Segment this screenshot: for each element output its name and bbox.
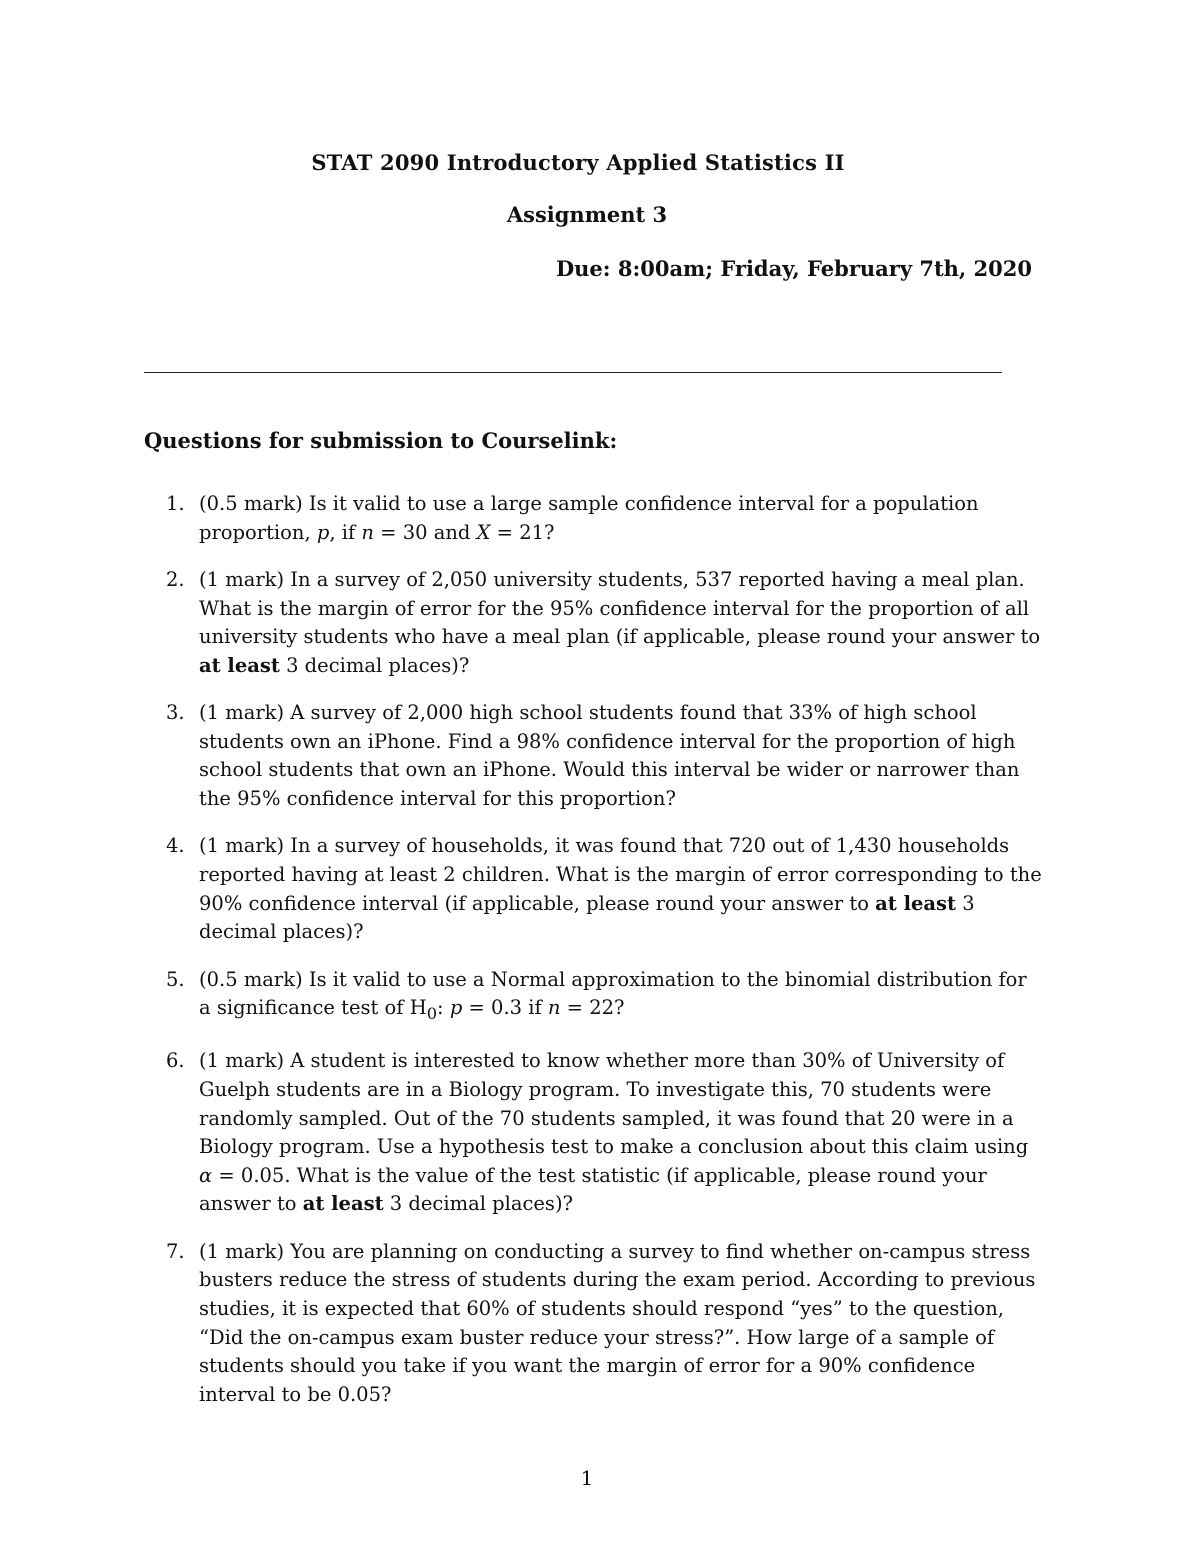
- question-number: 2.: [166, 567, 185, 591]
- math-symbol: n: [361, 520, 374, 544]
- text-run: = 0.05. What is the value of the test statistic (if applicable, please round your answer to: [199, 1163, 987, 1216]
- due-date: Due: 8:00am; Friday, February 7th, 2020: [555, 256, 1032, 281]
- text-run: (1 mark) You are planning on conducting a survey to find whether on-campus stress busters reduce the stress of students during the exam period. According to previous studies, it is expected that 60% of students should respond “yes” to the question, “Did the on-campus exam buster reduce your stress?”. How large of a sample of students should you take if you want the margin of error for a 90% confidence interval to be 0.05?: [199, 1239, 1036, 1406]
- text-run: , if: [329, 520, 362, 544]
- question-item: [144, 832, 1044, 946]
- math-symbol: n: [547, 996, 561, 1020]
- question-text: [199, 967, 1027, 1023]
- page-number: 1: [580, 1466, 594, 1490]
- text-run: = 30 and: [373, 520, 477, 544]
- assignment-title: Assignment 3: [506, 202, 668, 227]
- emphasis-text: at least: [199, 653, 280, 677]
- text-run: 3 decimal places)?: [383, 1192, 574, 1216]
- emphasis-text: at least: [302, 1192, 384, 1216]
- question-item: [144, 490, 1044, 547]
- course-title: STAT 2090 Introductory Applied Statistics II: [311, 150, 845, 175]
- question-number: 1.: [166, 492, 185, 515]
- text-run: :: [437, 996, 450, 1020]
- text-run: (1 mark) In a survey of 2,050 university students, 537 reported having a meal plan. What is the margin of error for the 95% confidence interval for the proportion of all university students who have a meal plan (if applicable, please round your answer to: [199, 567, 1041, 649]
- emphasis-text: at least: [875, 891, 957, 915]
- question-text: [199, 568, 1040, 677]
- question-number: 7.: [166, 1239, 185, 1263]
- math-symbol: X: [476, 520, 491, 544]
- horizontal-rule: [144, 372, 1002, 373]
- question-number: 3.: [166, 701, 185, 725]
- math-symbol: α: [199, 1163, 213, 1187]
- text-run: = 0.3 if: [462, 996, 548, 1020]
- question-number: 5.: [166, 967, 185, 991]
- question-number: 6.: [166, 1049, 185, 1073]
- math-symbol: p: [449, 996, 463, 1020]
- text-run: 3 decimal places)?: [279, 653, 470, 677]
- question-text: [199, 701, 1019, 810]
- question-list: [144, 490, 1044, 1428]
- text-run: (1 mark) In a survey of households, it was found that 720 out of 1,430 households reported having at least 2 children. What is the margin of error corresponding to the 90% confidence interval (if applicable, please round your answer to: [199, 834, 1042, 915]
- question-item: [144, 966, 1044, 1029]
- section-heading: Questions for submission to Courselink:: [144, 428, 618, 453]
- text-run: = 22?: [560, 996, 625, 1020]
- text-run: (1 mark) A student is interested to know whether more than 30% of University of Guelph students are in a Biology program. To investigate this, 70 students were randomly sampled. Out of the 70 students sampled, it was found that 20 were in a Biology program. Use a hypothesis test to make a conclusion about this claim using: [199, 1049, 1029, 1159]
- question-text: [199, 1240, 1035, 1406]
- question-item: [144, 1238, 1044, 1410]
- text-run: = 21?: [490, 520, 555, 544]
- question-number: 4.: [166, 834, 185, 858]
- text-run: 3 decimal places)?: [199, 891, 975, 944]
- question-text: [199, 492, 979, 544]
- text-run: (1 mark) A survey of 2,000 high school students found that 33% of high school students own an iPhone. Find a 98% confidence interval for the proportion of high school students that own an iPhone. Would this interval be wider or narrower than the 95% confidence interval for this proportion?: [199, 701, 1020, 810]
- question-item: [144, 699, 1044, 813]
- text-run: (0.5 mark) Is it valid to use a Normal approximation to the binomial distribution for a significance test of H: [199, 967, 1027, 1020]
- question-text: [199, 834, 1042, 943]
- question-item: [144, 566, 1044, 680]
- subscript: 0: [426, 1003, 438, 1023]
- question-text: [199, 1049, 1028, 1215]
- math-symbol: p: [316, 520, 330, 544]
- question-item: [144, 1047, 1044, 1219]
- text-run: (0.5 mark) Is it valid to use a large sample confidence interval for a population proportion,: [199, 492, 979, 544]
